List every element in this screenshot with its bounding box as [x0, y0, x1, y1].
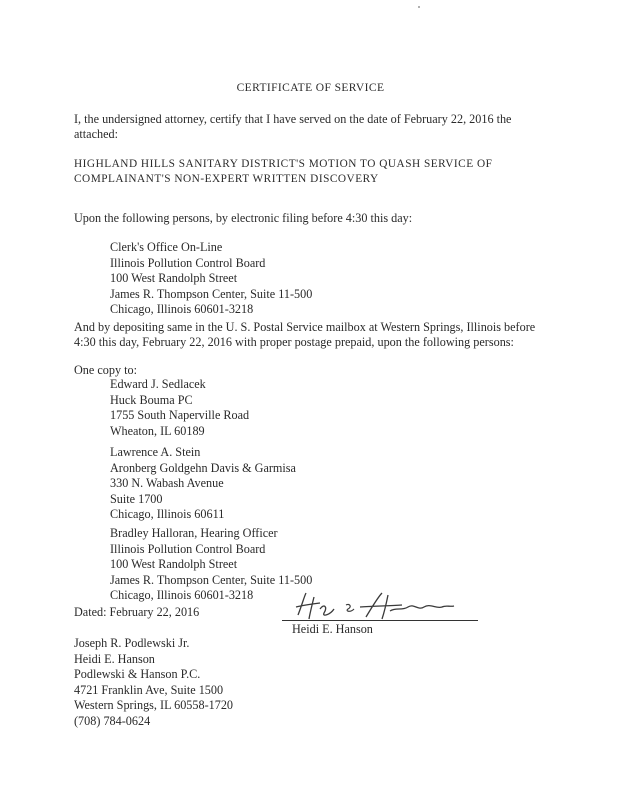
address-line: James R. Thompson Center, Suite 11-500: [110, 572, 313, 587]
mail-intro-line-2: 4:30 this day, February 22, 2016 with proper postage prepaid, upon the following persons:: [74, 335, 514, 349]
motion-line-1: HIGHLAND HILLS SANITARY DISTRICT'S MOTION TO QUASH SERVICE OF: [74, 158, 493, 170]
address-line: Huck Bouma PC: [110, 392, 193, 407]
scan-speck: [418, 6, 420, 8]
address-line: Edward J. Sedlacek: [110, 377, 206, 391]
address-line: 1755 South Naperville Road: [110, 408, 250, 423]
firm-signature-block: [74, 636, 233, 730]
recipient-stein: [110, 445, 296, 523]
address-line: Aronberg Goldgehn Davis & Garmisa: [110, 460, 296, 475]
motion-line-2: COMPLAINANT'S NON-EXPERT WRITTEN DISCOVERY: [74, 173, 379, 185]
address-line: 100 West Randolph Street: [110, 271, 238, 286]
address-line: Illinois Pollution Control Board: [110, 541, 266, 556]
address-line: Suite 1700: [110, 491, 163, 506]
signature-line: [282, 620, 478, 621]
recipient-sedlacek: [110, 377, 249, 439]
firm-line: Joseph R. Podlewski Jr.: [74, 636, 190, 650]
address-line: Illinois Pollution Control Board: [110, 255, 266, 270]
address-line: Chicago, Illinois 60611: [110, 507, 225, 522]
address-line: Clerk's Office On-Line: [110, 240, 223, 254]
address-line: Chicago, Illinois 60601-3218: [110, 302, 254, 317]
electronic-intro: Upon the following persons, by electronic filing before 4:30 this day:: [74, 211, 413, 225]
electronic-recipient: [110, 240, 312, 318]
address-line: James R. Thompson Center, Suite 11-500: [110, 286, 313, 301]
address-line: Lawrence A. Stein: [110, 445, 201, 459]
intro-line-2: attached:: [74, 127, 118, 141]
firm-line: (708) 784-0624: [74, 713, 151, 728]
address-line: Wheaton, IL 60189: [110, 423, 205, 438]
address-line: 100 West Randolph Street: [110, 557, 238, 572]
address-line: Bradley Halloran, Hearing Officer: [110, 526, 278, 540]
one-copy-label: One copy to:: [74, 363, 137, 377]
document-title: CERTIFICATE OF SERVICE: [236, 82, 385, 94]
address-line: Chicago, Illinois 60601-3218: [110, 588, 254, 603]
firm-line: Western Springs, IL 60558-1720: [74, 698, 234, 713]
firm-line: Podlewski & Hanson P.C.: [74, 667, 201, 682]
signer-name: Heidi E. Hanson: [292, 622, 373, 636]
firm-line: Heidi E. Hanson: [74, 651, 155, 666]
mail-intro-line-1: And by depositing same in the U. S. Postal Service mailbox at Western Springs, Illinois before: [74, 320, 536, 334]
dated-line: Dated: February 22, 2016: [74, 605, 200, 619]
recipient-halloran: [110, 526, 312, 604]
firm-line: 4721 Franklin Ave, Suite 1500: [74, 682, 224, 697]
intro-line-1: I, the undersigned attorney, certify that I have served on the date of February 22, 2016 the: [74, 112, 512, 126]
address-line: 330 N. Wabash Avenue: [110, 476, 224, 491]
